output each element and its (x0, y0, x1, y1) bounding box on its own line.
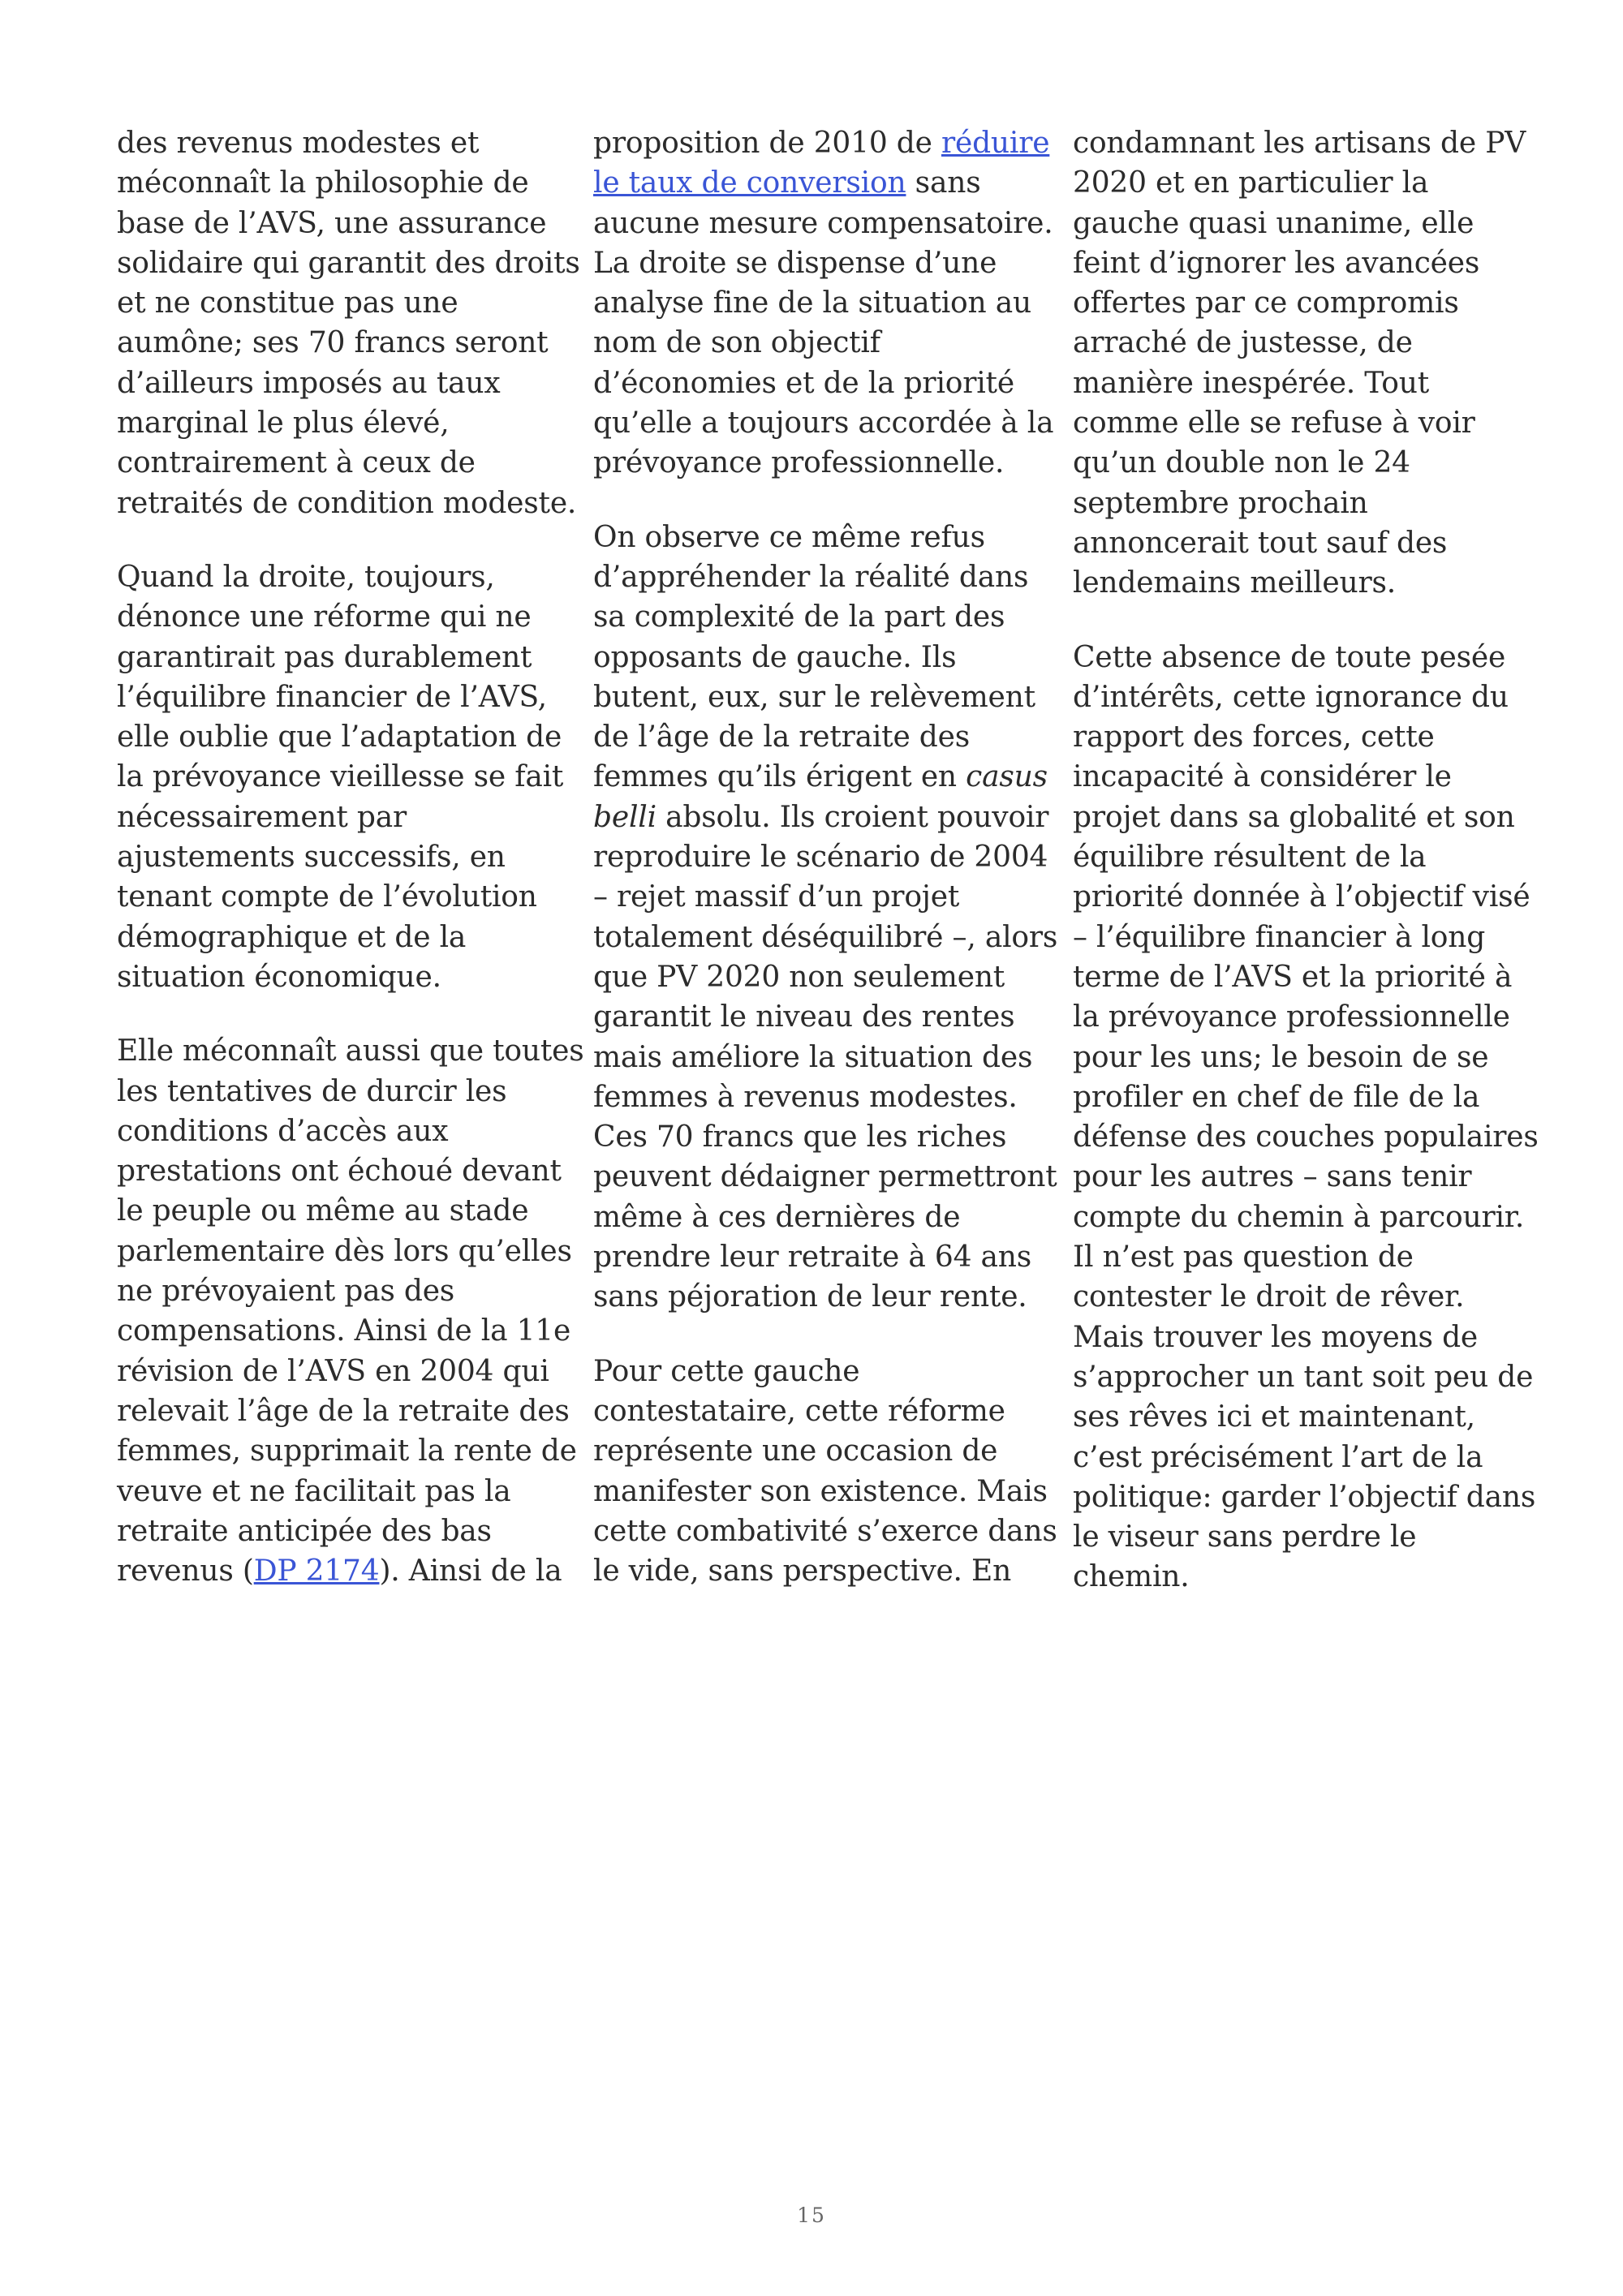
inline-link[interactable]: réduire (941, 127, 1050, 160)
text-segment: lendemains meilleurs. (1073, 566, 1396, 600)
text-segment: contestataire, cette réforme (593, 1394, 1005, 1428)
text-segment: Mais trouver les moyens de (1073, 1320, 1479, 1354)
text-line (593, 1431, 1064, 1471)
paragraph-spacer (1073, 604, 1543, 638)
text-line (1073, 323, 1543, 363)
paragraph (117, 1031, 584, 1591)
text-segment: défense des couches populaires (1073, 1120, 1539, 1154)
text-line (1073, 1557, 1543, 1597)
inline-link[interactable]: DP 2174 (253, 1554, 380, 1589)
text-segment: la prévoyance professionnelle (1073, 1000, 1510, 1034)
text-line (593, 638, 1064, 677)
text-line (117, 1352, 571, 1391)
text-line (1073, 1517, 1543, 1557)
text-segment: d’ailleurs imposés au taux (117, 366, 501, 400)
text-line (593, 1511, 1064, 1551)
text-line (1073, 717, 1543, 757)
text-segment: le vide, sans perspective. En (593, 1554, 1012, 1589)
text-line (117, 443, 571, 483)
article-column-1 (117, 123, 584, 1591)
text-segment: ses rêves ici et maintenant, (1073, 1400, 1475, 1434)
text-line (117, 1551, 571, 1591)
text-line (117, 677, 571, 717)
text-line (117, 363, 571, 403)
text-segment: ). Ainsi de la (379, 1554, 562, 1589)
text-line (117, 638, 571, 677)
text-segment: elle oublie que l’adaptation de (117, 720, 562, 755)
text-segment: que PV 2020 non seulement (593, 960, 1005, 994)
text-segment: mais améliore la situation des (593, 1040, 1033, 1074)
text-line (593, 717, 1064, 757)
text-segment: sans (906, 166, 981, 200)
text-line (593, 163, 1064, 203)
text-segment: le viseur sans perdre le (1073, 1520, 1417, 1554)
text-line (593, 1038, 1064, 1077)
text-line (593, 363, 1064, 403)
text-segment: – l’équilibre financier à long (1073, 920, 1486, 954)
inline-link[interactable]: le taux de conversion (593, 166, 906, 200)
text-segment: aumône; ses 70 francs seront (117, 326, 549, 360)
text-segment: qu’elle a toujours accordée à la (593, 406, 1054, 441)
text-segment: sa complexité de la part des (593, 600, 1005, 634)
text-line (1073, 957, 1543, 997)
text-segment: garantit le niveau des rentes (593, 1000, 1015, 1034)
text-line (117, 1151, 571, 1191)
paragraph (593, 1352, 1064, 1592)
text-segment: Il n’est pas question de (1073, 1240, 1414, 1275)
text-line (117, 243, 580, 283)
text-line (1073, 204, 1543, 243)
paragraph (593, 123, 1064, 484)
text-segment: base de l’AVS, une assurance (117, 206, 547, 240)
text-segment: s’approcher un tant soit peu de (1073, 1360, 1534, 1394)
text-segment: le peuple ou même au stade (117, 1194, 529, 1228)
text-segment: Pour cette gauche (593, 1354, 860, 1388)
text-line (117, 204, 571, 243)
text-segment: retraite anticipée des bas (117, 1514, 492, 1548)
text-segment: dénonce une réforme qui ne (117, 600, 532, 634)
text-line (1073, 1397, 1543, 1437)
text-segment: Cette absence de toute pesée (1073, 640, 1506, 674)
text-line (117, 1232, 571, 1271)
text-line (593, 798, 1064, 837)
text-line (593, 1472, 1064, 1511)
text-segment: veuve et ne facilitait pas la (117, 1474, 511, 1508)
article-column-3 (1073, 123, 1543, 1597)
paragraph (1073, 123, 1543, 604)
text-segment: – rejet massif d’un projet (593, 880, 960, 914)
text-segment: comme elle se refuse à voir (1073, 406, 1475, 441)
text-line (593, 877, 1064, 917)
text-segment: même à ces dernières de (593, 1200, 961, 1234)
text-segment: incapacité à considérer le (1073, 760, 1452, 794)
text-line (1073, 1197, 1543, 1237)
text-segment: prestations ont échoué devant (117, 1154, 562, 1189)
text-line (593, 1077, 1064, 1117)
text-segment: manifester son existence. Mais (593, 1474, 1048, 1508)
text-segment: gauche quasi unanime, elle (1073, 206, 1474, 240)
text-segment: des revenus modestes et (117, 127, 480, 160)
text-line (593, 1277, 1064, 1317)
text-segment: démographique et de la (117, 920, 467, 954)
text-line (593, 518, 1064, 557)
text-line (593, 1352, 1064, 1391)
paragraph (117, 557, 571, 997)
text-segment: la prévoyance vieillesse se fait (117, 760, 564, 794)
text-segment: absolu. Ils croient pouvoir (656, 800, 1049, 834)
text-segment: c’est précisément l’art de la (1073, 1440, 1483, 1474)
text-segment: On observe ce même refus (593, 520, 985, 554)
text-line (1073, 1117, 1543, 1157)
text-line (1073, 1077, 1543, 1117)
text-line (117, 1311, 571, 1351)
text-line (117, 1031, 584, 1071)
text-line (117, 557, 571, 597)
text-segment: représente une occasion de (593, 1434, 998, 1468)
text-segment: relevait l’âge de la retraite des (117, 1394, 570, 1428)
text-segment: contester le droit de rêver. (1073, 1280, 1465, 1314)
text-segment: nécessairement par (117, 800, 407, 834)
text-segment: peuvent dédaigner permettront (593, 1160, 1057, 1194)
text-line (593, 597, 1064, 637)
text-segment: feint d’ignorer les avancées (1073, 246, 1480, 280)
text-line (593, 283, 1064, 323)
text-segment: prendre leur retraite à 64 ans (593, 1240, 1032, 1275)
text-line (1073, 918, 1543, 957)
text-segment: prévoyance professionnelle. (593, 446, 1005, 480)
text-segment: compensations. Ainsi de la 11e (117, 1314, 571, 1348)
text-line (117, 757, 571, 797)
text-segment: septembre prochain (1073, 486, 1368, 520)
text-segment: Ces 70 francs que les riches (593, 1120, 1007, 1154)
text-segment: qu’un double non le 24 (1073, 446, 1410, 480)
text-segment: révision de l’AVS en 2004 qui (117, 1354, 549, 1388)
text-line (117, 123, 571, 163)
text-line (1073, 243, 1543, 283)
text-segment: d’appréhender la réalité dans (593, 560, 1029, 594)
text-segment: La droite se dispense d’une (593, 246, 997, 280)
text-segment: annoncerait tout sauf des (1073, 526, 1448, 560)
text-line (117, 918, 571, 957)
text-segment: d’économies et de la priorité (593, 366, 1014, 400)
text-line (1073, 1157, 1543, 1197)
text-line (117, 1472, 571, 1511)
text-segment: priorité donnée à l’objectif visé (1073, 880, 1530, 914)
text-segment: parlementaire dès lors qu’elles (117, 1234, 572, 1268)
text-line (117, 1072, 571, 1111)
text-segment: de l’âge de la retraite des (593, 720, 971, 755)
text-segment: conditions d’accès aux (117, 1114, 449, 1148)
text-line (1073, 837, 1543, 877)
text-line (117, 957, 571, 997)
text-line (1073, 677, 1543, 717)
text-line (117, 837, 571, 877)
text-segment: retraités de condition modeste. (117, 486, 577, 520)
text-segment: solidaire qui garantit des droits (117, 246, 580, 280)
text-segment: ajustements successifs, en (117, 841, 506, 875)
text-segment: manière inespérée. Tout (1073, 366, 1430, 400)
text-segment: garantirait pas durablement (117, 640, 532, 674)
page-number: 15 (797, 2204, 826, 2227)
text-line (117, 717, 571, 757)
text-segment: les tentatives de durcir les (117, 1074, 507, 1108)
text-segment: nom de son objectif (593, 326, 880, 360)
text-line (1073, 877, 1543, 917)
text-segment: chemin. (1073, 1560, 1190, 1594)
text-line (593, 757, 1064, 797)
text-line (593, 1117, 1064, 1157)
text-line (1073, 163, 1543, 203)
text-segment: d’intérêts, cette ignorance du (1073, 680, 1509, 714)
article-column-2 (593, 123, 1064, 1591)
text-segment: opposants de gauche. Ils (593, 640, 957, 674)
text-segment: méconnaît la philosophie de (117, 166, 529, 200)
text-line (117, 323, 571, 363)
text-segment: marginal le plus élevé, (117, 406, 450, 441)
text-line (1073, 638, 1543, 677)
text-line (117, 1111, 571, 1151)
text-line (593, 677, 1064, 717)
text-line (1073, 523, 1543, 563)
text-line (117, 1391, 571, 1431)
text-line (593, 243, 1064, 283)
text-segment: cette combativité s’exerce dans (593, 1514, 1057, 1548)
text-line (117, 1271, 571, 1311)
text-line (1073, 798, 1543, 837)
text-line (117, 877, 571, 917)
text-segment: proposition de 2010 de (593, 127, 941, 160)
text-segment: situation économique. (117, 960, 441, 994)
text-segment: rapport des forces, cette (1073, 720, 1435, 755)
text-segment: arraché de justesse, de (1073, 326, 1413, 360)
text-line (1073, 563, 1543, 603)
text-line (593, 323, 1064, 363)
text-line (1073, 403, 1543, 443)
text-line (593, 997, 1064, 1037)
text-segment: revenus ( (117, 1554, 254, 1589)
text-line (593, 918, 1064, 957)
paragraph-spacer (593, 1318, 1064, 1352)
text-line (1073, 1237, 1543, 1277)
text-line (593, 957, 1064, 997)
text-line (1073, 1038, 1543, 1077)
text-line (1073, 1277, 1543, 1317)
text-segment: reproduire le scénario de 2004 (593, 841, 1048, 875)
emphasis-text: belli (593, 800, 657, 834)
text-segment: femmes, supprimait la rente de (117, 1434, 577, 1468)
text-segment: 2020 et en particulier la (1073, 166, 1429, 200)
text-segment: contrairement à ceux de (117, 446, 476, 480)
text-line (593, 1551, 1064, 1591)
text-line (593, 557, 1064, 597)
paragraph-spacer (117, 997, 571, 1031)
text-line (593, 1391, 1064, 1431)
text-line (117, 163, 571, 203)
text-line (593, 1157, 1064, 1197)
text-line (117, 1431, 577, 1471)
text-segment: Quand la droite, toujours, (117, 560, 495, 594)
text-segment: l’équilibre financier de l’AVS, (117, 680, 547, 714)
paragraph (593, 518, 1064, 1318)
text-segment: profiler en chef de file de la (1073, 1080, 1480, 1114)
text-segment: compte du chemin à parcourir. (1073, 1200, 1525, 1234)
text-line (1073, 757, 1543, 797)
text-line (593, 403, 1064, 443)
text-segment: butent, eux, sur le relèvement (593, 680, 1035, 714)
text-line (117, 283, 571, 323)
text-segment: terme de l’AVS et la priorité à (1073, 960, 1513, 994)
text-segment: femmes à revenus modestes. (593, 1080, 1018, 1114)
text-segment: projet dans sa globalité et son (1073, 800, 1515, 834)
text-line (117, 597, 571, 637)
text-line (593, 443, 1064, 483)
text-segment: ne prévoyaient pas des (117, 1275, 455, 1309)
text-segment: tenant compte de l’évolution (117, 880, 537, 914)
text-line (117, 484, 577, 523)
text-segment: totalement déséquilibré –, alors (593, 920, 1058, 954)
paragraph-spacer (117, 523, 571, 557)
text-segment: Elle méconnaît aussi que toutes (117, 1034, 584, 1068)
paragraph-spacer (593, 484, 1064, 518)
text-segment: aucune mesure compensatoire. (593, 206, 1053, 240)
text-line (1073, 484, 1543, 523)
text-segment: femmes qu’ils érigent en (593, 760, 966, 794)
text-line (1073, 443, 1543, 483)
text-segment: équilibre résultent de la (1073, 841, 1427, 875)
text-segment: et ne constitue pas une (117, 286, 458, 320)
text-line (117, 1191, 571, 1231)
text-line (117, 1511, 571, 1551)
text-line (1073, 1477, 1543, 1517)
paragraph (1073, 638, 1543, 1597)
text-line (117, 403, 571, 443)
text-line (593, 204, 1064, 243)
text-segment: sans péjoration de leur rente. (593, 1280, 1027, 1314)
text-line (593, 1237, 1064, 1277)
text-line (1073, 997, 1543, 1037)
text-segment: offertes par ce compromis (1073, 286, 1459, 320)
text-line (1073, 123, 1543, 163)
text-segment: politique: garder l’objectif dans (1073, 1480, 1536, 1514)
paragraph (117, 123, 580, 523)
text-segment: analyse fine de la situation au (593, 286, 1032, 320)
text-segment: condamnant les artisans de PV (1073, 127, 1526, 160)
text-segment: pour les uns; le besoin de se (1073, 1040, 1489, 1074)
text-line (1073, 1318, 1543, 1357)
text-line (593, 123, 1064, 163)
text-line (1073, 283, 1543, 323)
text-line (1073, 1438, 1543, 1477)
text-line (117, 798, 571, 837)
text-line (593, 1197, 1064, 1237)
text-segment: pour les autres – sans tenir (1073, 1160, 1472, 1194)
text-line (1073, 1357, 1543, 1397)
text-line (1073, 363, 1543, 403)
emphasis-text: casus (966, 760, 1048, 794)
text-line (593, 837, 1064, 877)
